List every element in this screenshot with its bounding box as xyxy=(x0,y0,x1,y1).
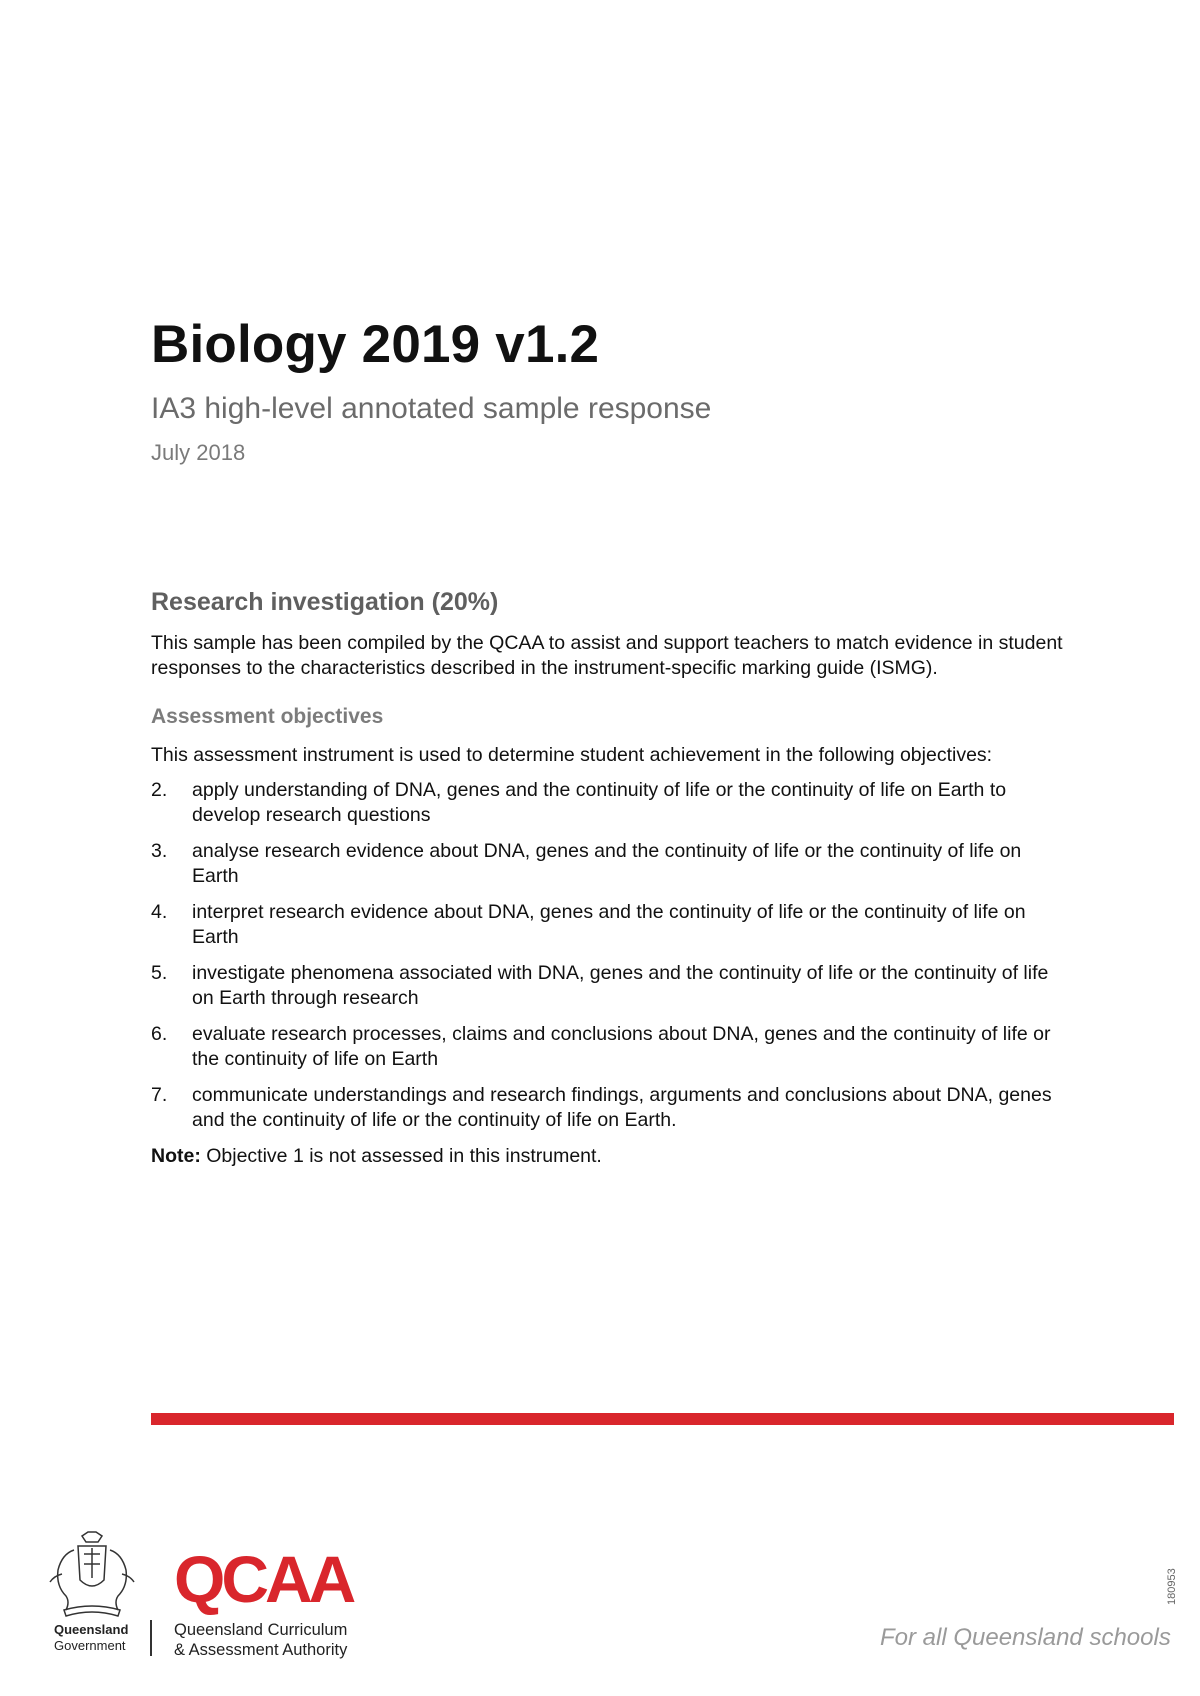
objective-number: 3. xyxy=(151,840,168,862)
objectives-list xyxy=(151,778,1071,1133)
document-id: 180953 xyxy=(1166,1568,1178,1605)
objective-text: analyse research evidence about DNA, genes and the continuity of life or the continuity of life on Earth xyxy=(192,840,1022,887)
qcaa-logo: QCAA xyxy=(174,1542,353,1616)
page-title: Biology 2019 v1.2 xyxy=(151,315,600,374)
note xyxy=(151,1144,1071,1169)
queensland-government-wordmark xyxy=(54,1622,128,1654)
objective-text: communicate understandings and research findings, arguments and conclusions about DNA, genes and the continuity of life or the continuity of life on Earth. xyxy=(192,1084,1052,1131)
footer-red-bar xyxy=(151,1413,1174,1425)
objective-item xyxy=(151,1083,1071,1133)
qcaa-full-name xyxy=(174,1620,347,1660)
qcaa-line-1: Queensland Curriculum xyxy=(174,1621,348,1639)
page-subtitle: IA3 high-level annotated sample response xyxy=(151,392,712,425)
note-text: Objective 1 is not assessed in this instrument. xyxy=(200,1145,602,1167)
gov-line-1: Queensland xyxy=(54,1622,129,1637)
tagline: For all Queensland schools xyxy=(880,1624,1171,1651)
publication-date: July 2018 xyxy=(151,440,246,465)
qcaa-line-2: & Assessment Authority xyxy=(174,1641,348,1659)
objective-number: 6. xyxy=(151,1023,168,1045)
logo-divider xyxy=(150,1620,152,1656)
objective-number: 5. xyxy=(151,962,168,984)
main-content xyxy=(151,588,1071,1169)
section-intro: This sample has been compiled by the QCAA to assist and support teachers to match evidence in student responses to the characteristics described in the instrument-specific marking guide (ISMG). xyxy=(151,632,1063,679)
objective-number: 2. xyxy=(151,779,168,801)
objective-number: 7. xyxy=(151,1084,168,1106)
assessment-intro: This assessment instrument is used to determine student achievement in the following objectives: xyxy=(151,744,993,766)
objective-number: 4. xyxy=(151,901,168,923)
objective-text: apply understanding of DNA, genes and the continuity of life or the continuity of life on Earth to develop research questions xyxy=(192,779,1007,826)
objective-text: investigate phenomena associated with DNA, genes and the continuity of life or the continuity of life on Earth through research xyxy=(192,962,1049,1009)
objective-item xyxy=(151,961,1071,1011)
objective-text: evaluate research processes, claims and conclusions about DNA, genes and the continuity of life or the continuity of life on Earth xyxy=(192,1023,1051,1070)
note-label: Note: xyxy=(151,1145,201,1167)
section-heading: Research investigation (20%) xyxy=(151,588,499,616)
assessment-heading: Assessment objectives xyxy=(151,705,384,728)
gov-line-2: Government xyxy=(54,1638,126,1653)
objective-item xyxy=(151,900,1071,950)
objective-item xyxy=(151,1022,1071,1072)
objective-text: interpret research evidence about DNA, genes and the continuity of life or the continuity of life on Earth xyxy=(192,901,1026,948)
objective-item xyxy=(151,839,1071,889)
queensland-coat-of-arms-icon xyxy=(44,1530,140,1618)
objective-item xyxy=(151,778,1071,828)
